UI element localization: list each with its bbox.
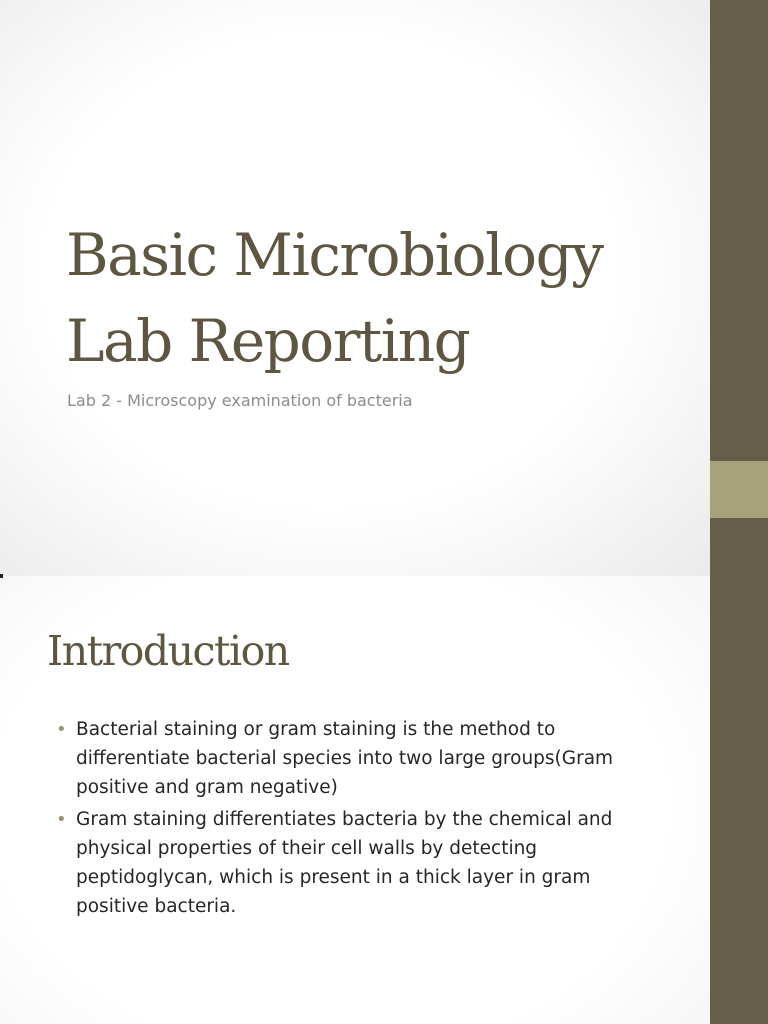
bullet-list (56, 715, 656, 924)
bullet-item (56, 805, 656, 921)
bullet-line: peptidoglycan, which is present in a thick layer in gram (76, 867, 591, 888)
bullet-line: Bacterial staining or gram staining is the method to (76, 719, 556, 740)
slide-divider-mark (0, 574, 3, 578)
slide-title-line-2: Lab Reporting (66, 307, 470, 375)
bullet-item (56, 715, 656, 802)
slide-title (66, 212, 666, 384)
bullet-icon: • (56, 809, 67, 830)
slide-title-line-1: Basic Microbiology (66, 221, 603, 289)
bullet-line: differentiate bacterial species into two large groups(Gram (76, 748, 614, 769)
introduction-slide (0, 576, 768, 1024)
slide-subtitle: Lab 2 - Microscopy examination of bacteria (67, 391, 413, 410)
slide-side-accent (710, 461, 768, 518)
slide-side-bar (710, 576, 768, 1024)
bullet-line: positive bacteria. (76, 896, 237, 917)
bullet-line: physical properties of their cell walls by detecting (76, 838, 538, 859)
bullet-line: positive and gram negative) (76, 777, 338, 798)
slide-heading: Introduction (47, 627, 289, 675)
bullet-line: Gram staining differentiates bacteria by the chemical and (76, 809, 613, 830)
bullet-icon: • (56, 719, 67, 740)
